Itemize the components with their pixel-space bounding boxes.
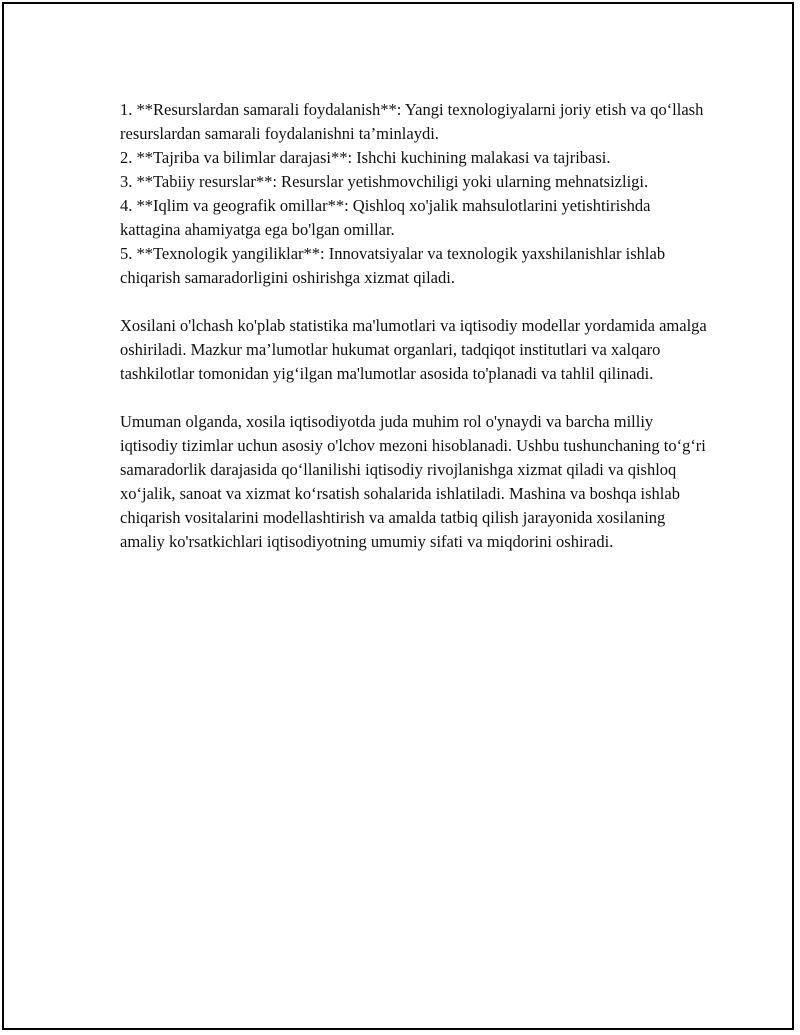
document-page [2, 2, 794, 1030]
list-item-4: 4. **Iqlim va geografik omillar**: Qishloq xo'jalik mahsulotlarini yetishtirishda kattagina ahamiyatga ega bo'lgan omillar. [120, 196, 651, 239]
list-item-1: 1. **Resurslardan samarali foydalanish**: Yangi texnologiyalarni joriy etish va qo‘llash resurslardan samarali foydalanishni ta’minlaydi. [120, 100, 704, 143]
paragraph-conclusion: Umuman olganda, xosila iqtisodiyotda juda muhim rol o'ynaydi va barcha milliy iqtisodiy tizimlar uchun asosiy o'lchov mezoni hisoblanadi. Ushbu tushunchaning to‘g‘ri samaradorlik darajasida qo‘llanilishi iqtisodiy rivojlanishga xizmat qiladi va qishloq xo‘jalik, sanoat va xizmat ko‘rsatish sohalarida ishlatiladi. Mashina va boshqa ishlab chiqarish vositalarini modellashtirish va amalda tatbiq qilish jarayonida xosilaning amaliy ko'rsatkichlari iqtisodiyotning umumiy sifati va miqdorini oshiradi. [120, 412, 706, 551]
list-item-2: 2. **Tajriba va bilimlar darajasi**: Ishchi kuchining malakasi va tajribasi. [120, 148, 611, 167]
paragraph-measurement: Xosilani o'lchash ko'plab statistika ma'lumotlari va iqtisodiy modellar yordamida amalga oshiriladi. Mazkur ma’lumotlar hukumat organlari, tadqiqot institutlari va xalqaro tashkilotlar tomonidan yig‘ilgan ma'lumotlar asosida to'planadi va tahlil qilinadi. [120, 316, 707, 383]
list-item-5: 5. **Texnologik yangiliklar**: Innovatsiyalar va texnologik yaxshilanishlar ishlab chiqarish samaradorligini oshirishga xizmat qiladi. [120, 244, 666, 287]
document-body [120, 98, 710, 554]
list-item-3: 3. **Tabiiy resurslar**: Resurslar yetishmovchiligi yoki ularning mehnatsizligi. [120, 172, 649, 191]
